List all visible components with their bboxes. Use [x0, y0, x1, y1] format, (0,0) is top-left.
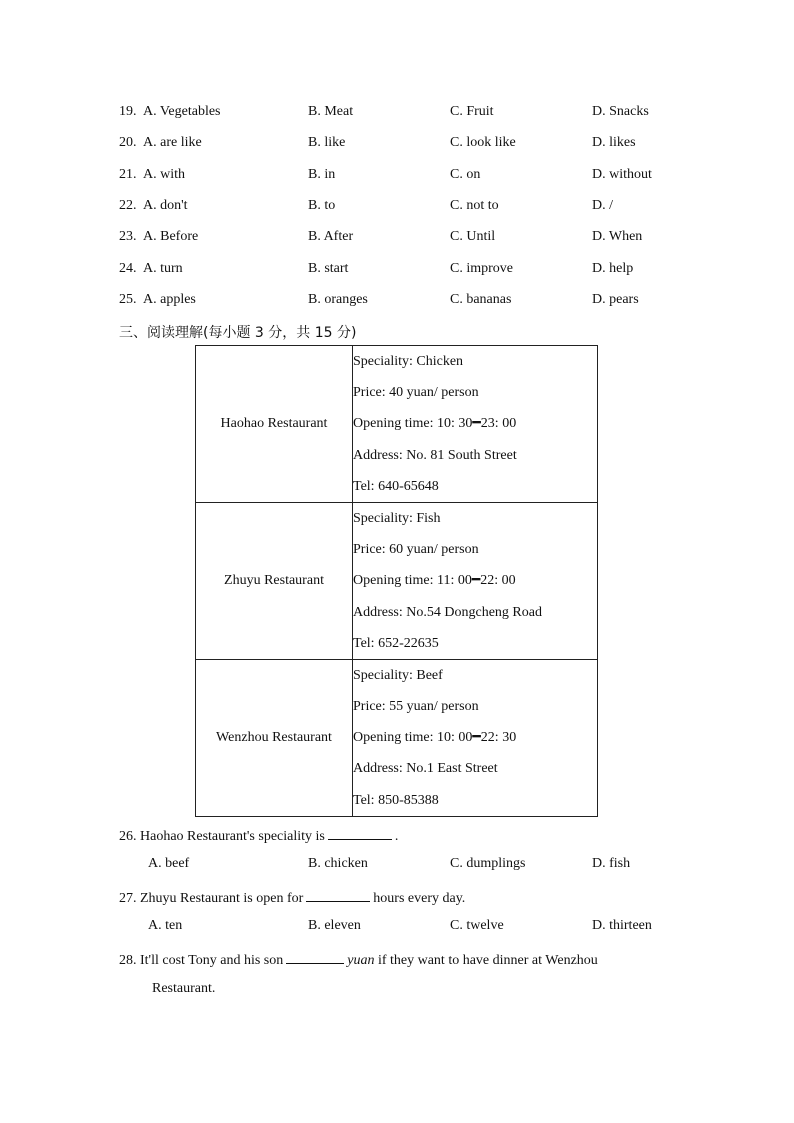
- option-c[interactable]: C. on: [450, 166, 481, 182]
- answer-blank[interactable]: [306, 887, 370, 902]
- question-text: 26. Haohao Restaurant's speciality is: [119, 829, 325, 844]
- question-number: 23.: [119, 229, 137, 245]
- option-a[interactable]: A. ten: [148, 918, 183, 933]
- question-number: 20.: [119, 135, 137, 151]
- info-tel: Tel: 640-65648: [353, 478, 439, 494]
- option-b[interactable]: B. start: [308, 260, 349, 276]
- question-number: 19.: [119, 104, 137, 119]
- question-text-tail: hours every day.: [373, 891, 466, 906]
- option-b[interactable]: B. like: [308, 135, 346, 151]
- info-opening: Opening time: 10: 30━23: 00: [353, 416, 517, 432]
- info-tel: Tel: 850-85388: [353, 792, 439, 808]
- option-b[interactable]: B. Meat: [308, 104, 354, 119]
- option-c[interactable]: C. not to: [450, 197, 499, 213]
- option-c[interactable]: C. Until: [450, 229, 496, 245]
- option-d[interactable]: D. without: [592, 166, 652, 182]
- option-a[interactable]: A. turn: [143, 260, 183, 276]
- cloze-option-row: [119, 229, 679, 249]
- option-a[interactable]: A. Vegetables: [143, 104, 221, 119]
- option-d[interactable]: D. Snacks: [592, 104, 649, 119]
- option-c[interactable]: C. bananas: [450, 291, 512, 307]
- option-b[interactable]: B. chicken: [308, 856, 368, 871]
- option-b[interactable]: B. After: [308, 229, 354, 245]
- option-a[interactable]: A. are like: [143, 135, 202, 151]
- cloze-option-row: [119, 292, 679, 312]
- info-address: Address: No.1 East Street: [353, 761, 498, 777]
- info-address: Address: No.54 Dongcheng Road: [353, 604, 542, 620]
- info-price: Price: 60 yuan/ person: [353, 542, 479, 558]
- restaurant-info: [353, 659, 598, 816]
- section-title: 三、阅读理解(每小题 3 分，共 15 分): [119, 325, 357, 341]
- option-c[interactable]: C. look like: [450, 135, 516, 151]
- question-27-options: [148, 918, 668, 938]
- question-number: 24.: [119, 260, 137, 276]
- restaurant-name: Wenzhou Restaurant: [196, 659, 353, 816]
- option-c[interactable]: C. improve: [450, 260, 513, 276]
- info-speciality: Speciality: Chicken: [353, 354, 464, 369]
- info-opening: Opening time: 11: 00━22: 00: [353, 573, 516, 589]
- restaurant-name: Zhuyu Restaurant: [196, 502, 353, 659]
- info-price: Price: 40 yuan/ person: [353, 385, 479, 401]
- option-d[interactable]: D. When: [592, 229, 643, 245]
- option-d[interactable]: D. thirteen: [592, 918, 652, 933]
- option-d[interactable]: D. fish: [592, 856, 631, 871]
- option-a[interactable]: A. don't: [143, 197, 188, 213]
- option-b[interactable]: B. in: [308, 166, 336, 182]
- question-26: [119, 825, 398, 845]
- question-26-options: [148, 856, 668, 876]
- answer-blank[interactable]: [286, 949, 344, 964]
- option-c[interactable]: C. Fruit: [450, 104, 494, 119]
- restaurant-info: [353, 346, 598, 503]
- restaurant-row: [196, 659, 598, 816]
- info-price: Price: 55 yuan/ person: [353, 699, 479, 715]
- question-27: [119, 887, 465, 907]
- option-a[interactable]: A. beef: [148, 856, 190, 871]
- question-text: 28. It'll cost Tony and his son: [119, 953, 284, 968]
- cloze-option-row: [119, 135, 679, 155]
- cloze-option-row: [119, 198, 679, 218]
- option-b[interactable]: B. eleven: [308, 918, 361, 933]
- option-b[interactable]: B. oranges: [308, 291, 368, 307]
- option-a[interactable]: A. apples: [143, 291, 196, 307]
- option-a[interactable]: A. Before: [143, 229, 199, 245]
- question-number: 25.: [119, 291, 137, 307]
- cloze-option-row: [119, 261, 679, 281]
- cloze-option-row: [119, 104, 679, 124]
- option-b[interactable]: B. to: [308, 197, 336, 213]
- question-text-tail: .: [394, 829, 399, 844]
- option-c[interactable]: C. twelve: [450, 918, 504, 933]
- info-speciality: Speciality: Beef: [353, 667, 443, 683]
- question-28-line2: Restaurant.: [152, 981, 216, 996]
- restaurant-row: [196, 346, 598, 503]
- answer-blank[interactable]: [328, 825, 392, 840]
- info-address: Address: No. 81 South Street: [353, 447, 517, 463]
- question-number: 22.: [119, 197, 137, 213]
- option-a[interactable]: A. with: [143, 166, 185, 182]
- yuan-word: yuan: [347, 953, 375, 968]
- info-opening: Opening time: 10: 00━22: 30: [353, 730, 517, 746]
- option-d[interactable]: D. pears: [592, 291, 639, 307]
- info-tel: Tel: 652-22635: [353, 635, 439, 651]
- cloze-option-row: [119, 167, 679, 187]
- option-d[interactable]: D. help: [592, 260, 634, 276]
- restaurant-table: [195, 345, 598, 817]
- question-number: 21.: [119, 166, 137, 182]
- restaurant-info: [353, 502, 598, 659]
- option-d[interactable]: D. /: [592, 197, 613, 213]
- option-d[interactable]: D. likes: [592, 135, 636, 151]
- restaurant-name: Haohao Restaurant: [196, 346, 353, 503]
- info-speciality: Speciality: Fish: [353, 510, 441, 526]
- question-text: 27. Zhuyu Restaurant is open for: [119, 891, 304, 906]
- restaurant-row: [196, 502, 598, 659]
- question-28: [119, 949, 598, 969]
- question-text-tail: if they want to have dinner at Wenzhou: [374, 953, 598, 968]
- option-c[interactable]: C. dumplings: [450, 856, 526, 871]
